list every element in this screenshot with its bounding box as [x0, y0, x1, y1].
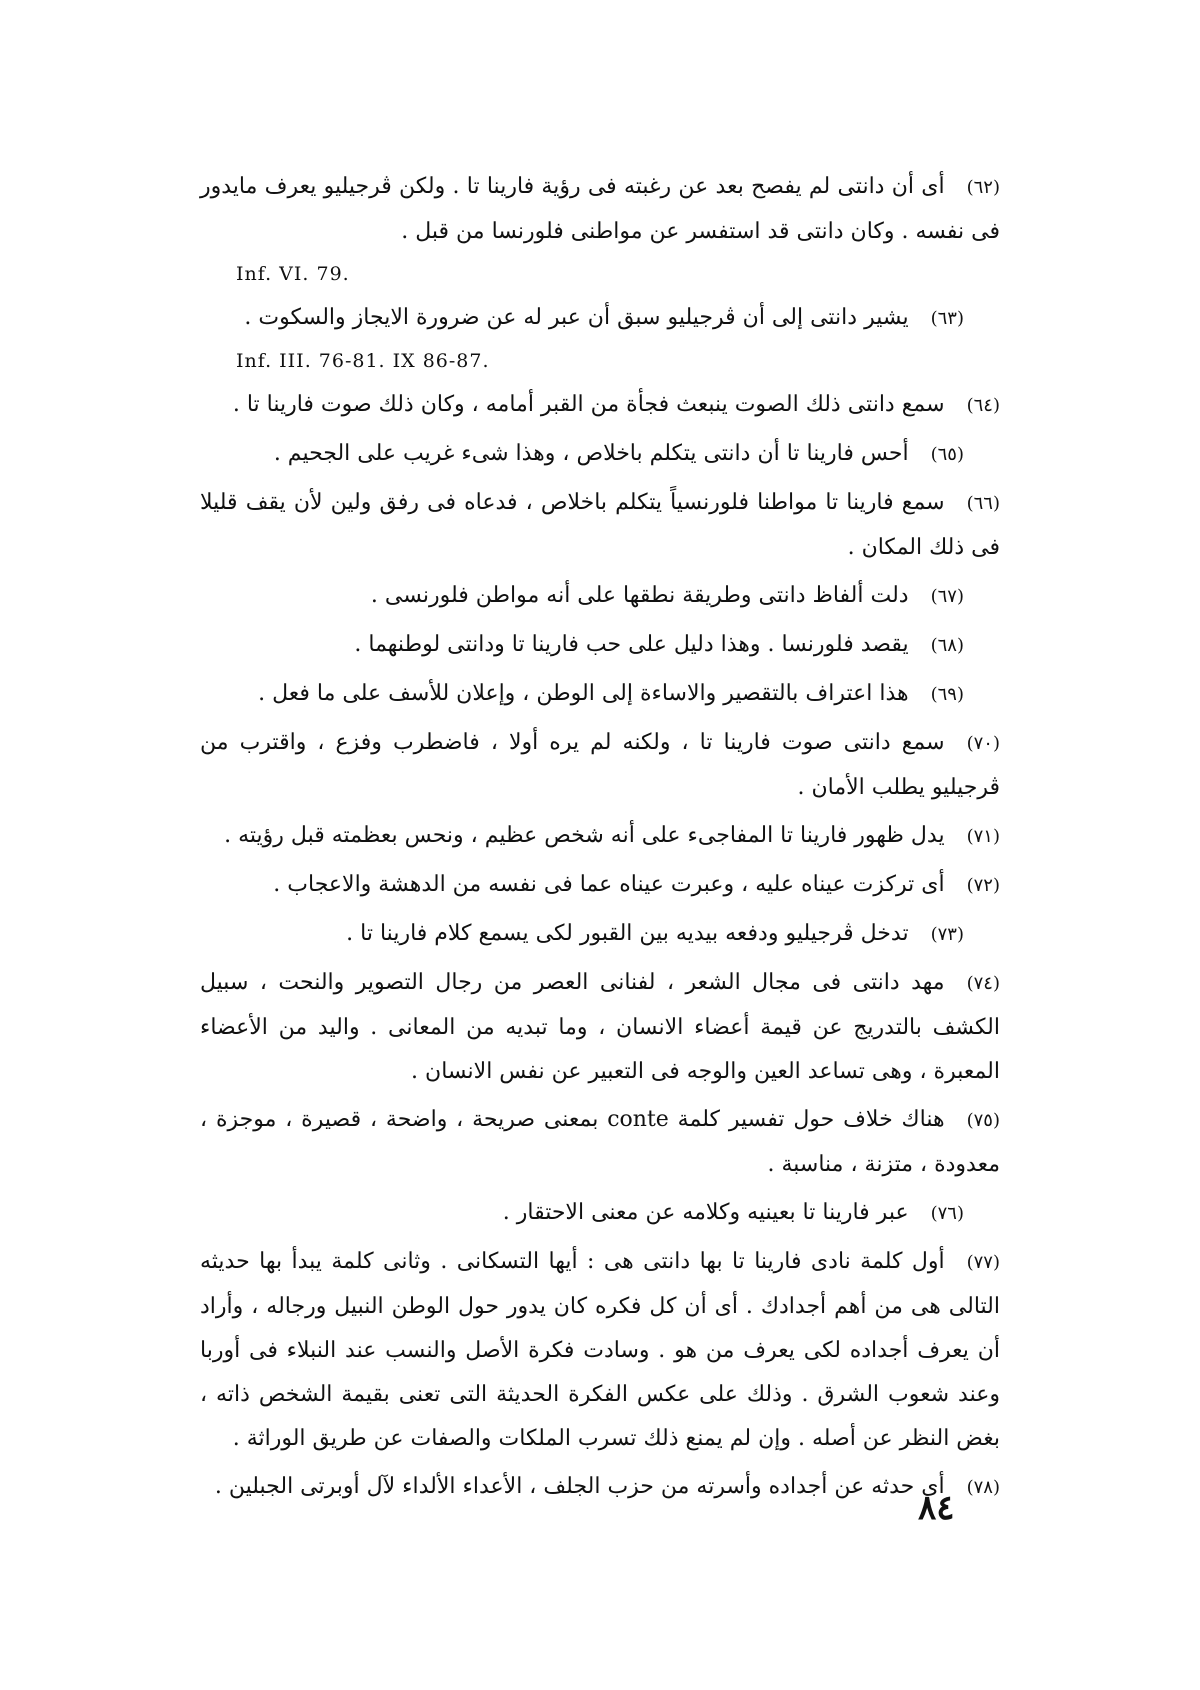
note-text: أحس فارينا تا أن دانتى يتكلم باخلاص ، وهذا شىء غريب على الجحيم .	[273, 441, 909, 466]
note-number: (٦٧)	[930, 586, 964, 607]
note-number: (٦٢)	[966, 177, 1000, 198]
note-76	[200, 1191, 1000, 1236]
note-73	[200, 912, 1000, 957]
note-text: مهد دانتى فى مجال الشعر ، لفنانى العصر من رجال التصوير والنحت ، سبيل الكشف بالتدريج عن قيمة أعضاء الانسان ، وما تبديه من المعانى . واليد من الأعضاء المعبرة ، وهى تساعد العين والوجه فى التعبير عن نفس الانسان .	[200, 970, 1000, 1084]
note-number: (٧٧)	[966, 1252, 1000, 1273]
page-number: ٨٤	[918, 1488, 955, 1528]
note-67	[200, 574, 1000, 619]
note-number: (٧٥)	[966, 1110, 1001, 1131]
note-text: عبر فارينا تا بعينيه وكلامه عن معنى الاحتقار .	[502, 1200, 909, 1225]
note-78	[200, 1465, 1000, 1510]
note-text: سمع فارينا تا مواطنا فلورنسياً يتكلم باخلاص ، فدعاه فى رفق ولين لأن يقف قليلا فى ذلك المكان .	[200, 490, 1000, 560]
note-number: (٦٣)	[930, 308, 964, 329]
note-number: (٦٩)	[930, 684, 964, 705]
note-number: (٦٥)	[930, 444, 964, 465]
note-64	[200, 383, 1000, 428]
note-text: أى حدثه عن أجداده وأسرته من حزب الجلف ، الأعداء الألداء لآل أوبرتى الجبلين .	[214, 1474, 945, 1499]
note-text: أى تركزت عيناه عليه ، وعبرت عيناه عما فى نفسه من الدهشة والاعجاب .	[273, 872, 945, 897]
note-text: هذا اعتراف بالتقصير والاساءة إلى الوطن ، وإعلان للأسف على ما فعل .	[258, 681, 909, 706]
note-70	[200, 721, 1000, 810]
note-number: (٧٠)	[966, 733, 1000, 754]
note-text: يقصد فلورنسا . وهذا دليل على حب فارينا تا ودانتى لوطنهما .	[354, 632, 909, 657]
note-65	[200, 432, 1000, 477]
note-number: (٧٨)	[966, 1477, 1000, 1498]
note-number: (٦٦)	[966, 493, 1000, 514]
note-text: دلت ألفاظ دانتى وطريقة نطقها على أنه مواطن فلورنسى .	[370, 583, 909, 608]
note-number: (٧٢)	[966, 875, 1000, 896]
note-number: (٧٣)	[930, 924, 964, 945]
note-reference: Inf. VI. 79.	[236, 263, 350, 285]
note-number: (٧١)	[966, 826, 1000, 847]
note-number: (٦٨)	[930, 635, 964, 656]
note-number: (٧٤)	[966, 973, 1000, 994]
note-69	[200, 672, 1000, 717]
note-74	[200, 961, 1000, 1094]
note-68	[200, 623, 1000, 668]
note-text: سمع دانتى ذلك الصوت ينبعث فجأة من القبر أمامه ، وكان ذلك صوت فارينا تا .	[232, 392, 945, 417]
note-text: سمع دانتى صوت فارينا تا ، ولكنه لم يره أولا ، فاضطرب وفزع ، واقترب من ڤرجيليو يطلب الأمان .	[200, 730, 1000, 800]
note-75	[200, 1098, 1000, 1187]
note-text: هناك خلاف حول تفسير كلمة conte بمعنى صريحة ، واضحة ، قصيرة ، موجزة ، معدودة ، متزنة ، مناسبة .	[200, 1107, 1000, 1177]
note-number: (٧٦)	[930, 1203, 964, 1224]
note-text: تدخل ڤرجيليو ودفعه بيديه بين القبور لكى يسمع كلام فارينا تا .	[346, 921, 909, 946]
note-text: أى أن دانتى لم يفصح بعد عن رغبته فى رؤية فارينا تا . ولكن ڤرجيليو يعرف مايدور فى نفسه . وكان دانتى قد استفسر عن مواطنى فلورنسا من قبل .	[200, 174, 1000, 244]
note-reference: Inf. III. 76-81. IX 86-87.	[236, 350, 490, 372]
note-text: أول كلمة نادى فارينا تا بها دانتى هى : أيها التسكانى . وثانى كلمة يبدأ بها حديثه التالى هى من أهم أجدادك . أى أن كل فكره كان يدور حول الوطن النبيل ورجاله ، وأراد أن يعرف أجداده لكى يعرف من هو . وسادت فكرة الأصل والنسب عند النبلاء فى أوربا وعند شعوب الشرق . وذلك على عكس الفكرة الحديثة التى تعنى بقيمة الشخص ذاته ، بغض النظر عن أصله . وإن لم يمنع ذلك تسرب الملكات والصفات عن طريق الوراثة .	[200, 1249, 1000, 1451]
note-77	[200, 1240, 1000, 1461]
note-text: يشير دانتى إلى أن ڤرجيليو سبق أن عبر له عن ضرورة الايجاز والسكوت .	[244, 305, 909, 330]
notes-column	[200, 165, 1000, 1514]
note-62	[200, 165, 1000, 254]
note-number: (٦٤)	[966, 395, 1000, 416]
note-71	[200, 814, 1000, 859]
note-text: يدل ظهور فارينا تا المفاجىء على أنه شخص عظيم ، ونحس بعظمته قبل رؤيته .	[224, 823, 945, 848]
note-66	[200, 481, 1000, 570]
note-63	[200, 296, 1000, 341]
note-72	[200, 863, 1000, 908]
